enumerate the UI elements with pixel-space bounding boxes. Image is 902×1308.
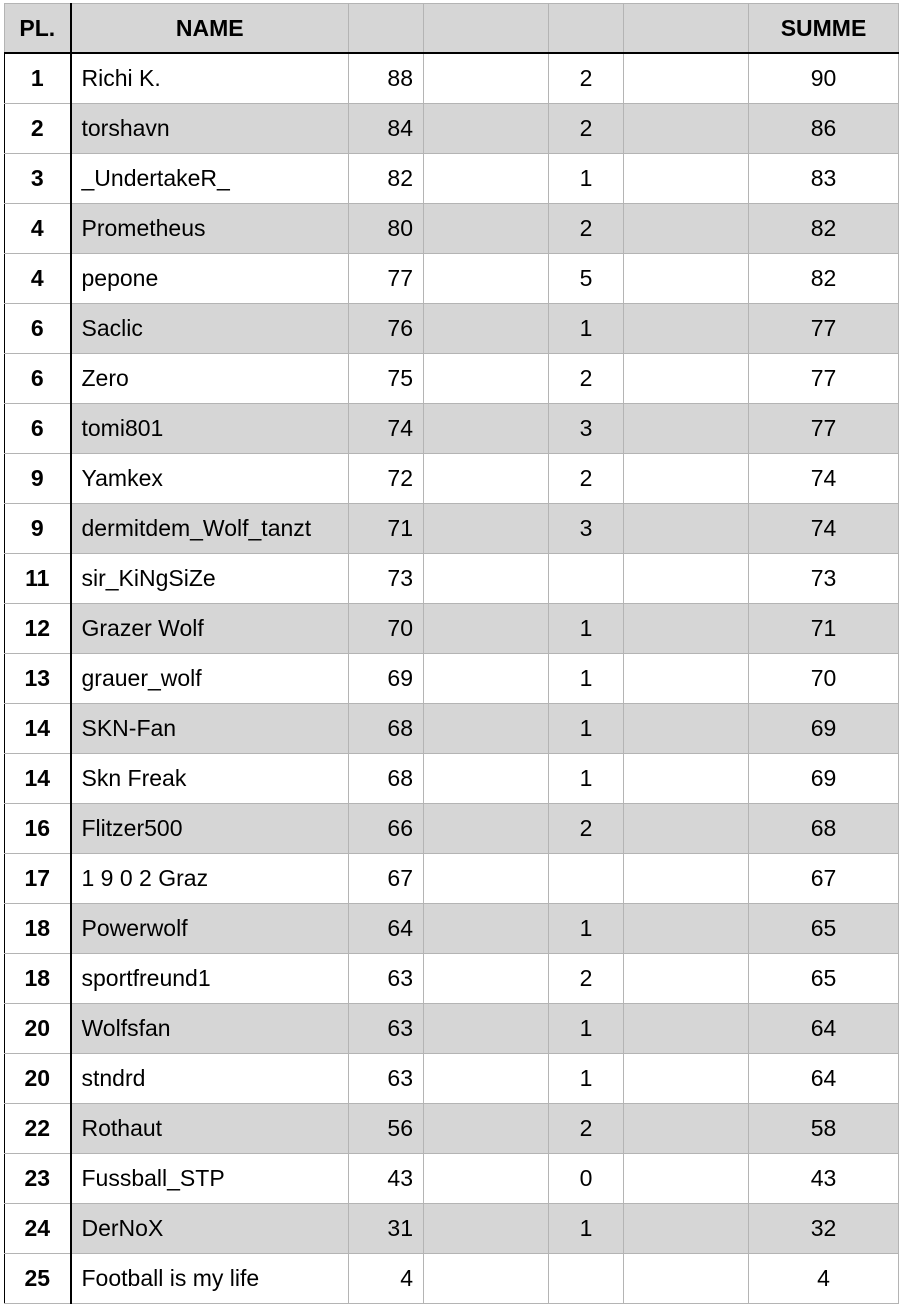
table-row [5, 204, 899, 254]
name-cell: Saclic [71, 304, 349, 354]
bonus-cell: 1 [549, 1054, 624, 1104]
place-cell: 22 [5, 1104, 71, 1154]
table-row [5, 104, 899, 154]
name-cell: Wolfsfan [71, 1004, 349, 1054]
bonus-cell: 1 [549, 754, 624, 804]
place-cell: 6 [5, 304, 71, 354]
bonus-cell: 2 [549, 104, 624, 154]
points-cell: 75 [349, 354, 424, 404]
place-cell: 14 [5, 754, 71, 804]
points-cell: 82 [349, 154, 424, 204]
bonus-cell: 2 [549, 954, 624, 1004]
header-name: NAME [71, 4, 349, 54]
place-cell: 18 [5, 954, 71, 1004]
name-cell: Richi K. [71, 53, 349, 104]
bonus-cell: 2 [549, 454, 624, 504]
table-row [5, 1054, 899, 1104]
empty-cell [624, 1104, 749, 1154]
points-cell: 63 [349, 1054, 424, 1104]
empty-cell [424, 504, 549, 554]
header-place: PL. [5, 4, 71, 54]
table-row [5, 304, 899, 354]
table-row [5, 854, 899, 904]
points-cell: 84 [349, 104, 424, 154]
sum-cell: 77 [749, 404, 899, 454]
name-cell: _UndertakeR_ [71, 154, 349, 204]
bonus-cell [549, 554, 624, 604]
place-cell: 20 [5, 1004, 71, 1054]
bonus-cell: 1 [549, 604, 624, 654]
bonus-cell: 1 [549, 704, 624, 754]
empty-cell [624, 154, 749, 204]
sum-cell: 83 [749, 154, 899, 204]
table-row [5, 754, 899, 804]
empty-cell [424, 254, 549, 304]
place-cell: 17 [5, 854, 71, 904]
sum-cell: 86 [749, 104, 899, 154]
bonus-cell [549, 1254, 624, 1304]
bonus-cell: 2 [549, 804, 624, 854]
empty-cell [424, 204, 549, 254]
table-row [5, 704, 899, 754]
header-sum: SUMME [749, 4, 899, 54]
table-row [5, 254, 899, 304]
bonus-cell: 2 [549, 354, 624, 404]
empty-cell [424, 53, 549, 104]
place-cell: 11 [5, 554, 71, 604]
name-cell: Fussball_STP [71, 1154, 349, 1204]
empty-cell [424, 654, 549, 704]
empty-cell [624, 1054, 749, 1104]
bonus-cell: 1 [549, 904, 624, 954]
points-cell: 31 [349, 1204, 424, 1254]
sum-cell: 82 [749, 254, 899, 304]
place-cell: 14 [5, 704, 71, 754]
name-cell: Football is my life [71, 1254, 349, 1304]
name-cell: sir_KiNgSiZe [71, 554, 349, 604]
empty-cell [624, 704, 749, 754]
place-cell: 13 [5, 654, 71, 704]
sum-cell: 67 [749, 854, 899, 904]
name-cell: Prometheus [71, 204, 349, 254]
empty-cell [424, 904, 549, 954]
standings-table [4, 3, 899, 1304]
points-cell: 88 [349, 53, 424, 104]
table-row [5, 1104, 899, 1154]
bonus-cell: 1 [549, 1004, 624, 1054]
place-cell: 23 [5, 1154, 71, 1204]
empty-cell [624, 554, 749, 604]
header-row [5, 4, 899, 54]
place-cell: 4 [5, 204, 71, 254]
name-cell: grauer_wolf [71, 654, 349, 704]
sum-cell: 82 [749, 204, 899, 254]
table-row [5, 1204, 899, 1254]
empty-cell [624, 1254, 749, 1304]
empty-cell [624, 504, 749, 554]
points-cell: 68 [349, 754, 424, 804]
bonus-cell: 1 [549, 1204, 624, 1254]
empty-cell [424, 604, 549, 654]
name-cell: Zero [71, 354, 349, 404]
header-empty-2 [624, 4, 749, 54]
name-cell: torshavn [71, 104, 349, 154]
sum-cell: 65 [749, 954, 899, 1004]
bonus-cell: 5 [549, 254, 624, 304]
points-cell: 64 [349, 904, 424, 954]
table-row [5, 404, 899, 454]
points-cell: 43 [349, 1154, 424, 1204]
bonus-cell: 2 [549, 204, 624, 254]
empty-cell [624, 954, 749, 1004]
table-row [5, 504, 899, 554]
place-cell: 9 [5, 504, 71, 554]
points-cell: 74 [349, 404, 424, 454]
points-cell: 68 [349, 704, 424, 754]
empty-cell [424, 954, 549, 1004]
table-row [5, 604, 899, 654]
place-cell: 6 [5, 354, 71, 404]
empty-cell [424, 804, 549, 854]
name-cell: SKN-Fan [71, 704, 349, 754]
table-row [5, 1154, 899, 1204]
place-cell: 20 [5, 1054, 71, 1104]
empty-cell [424, 154, 549, 204]
empty-cell [424, 454, 549, 504]
points-cell: 76 [349, 304, 424, 354]
name-cell: tomi801 [71, 404, 349, 454]
points-cell: 67 [349, 854, 424, 904]
empty-cell [624, 804, 749, 854]
place-cell: 9 [5, 454, 71, 504]
points-cell: 69 [349, 654, 424, 704]
empty-cell [424, 1204, 549, 1254]
empty-cell [424, 1054, 549, 1104]
table-row [5, 1004, 899, 1054]
points-cell: 63 [349, 954, 424, 1004]
empty-cell [624, 904, 749, 954]
points-cell: 63 [349, 1004, 424, 1054]
bonus-cell: 3 [549, 404, 624, 454]
empty-cell [424, 854, 549, 904]
place-cell: 1 [5, 53, 71, 104]
empty-cell [624, 1004, 749, 1054]
empty-cell [624, 104, 749, 154]
points-cell: 80 [349, 204, 424, 254]
table-row [5, 654, 899, 704]
points-cell: 70 [349, 604, 424, 654]
name-cell: sportfreund1 [71, 954, 349, 1004]
empty-cell [624, 454, 749, 504]
empty-cell [624, 654, 749, 704]
empty-cell [624, 404, 749, 454]
sum-cell: 69 [749, 704, 899, 754]
sum-cell: 90 [749, 53, 899, 104]
name-cell: Skn Freak [71, 754, 349, 804]
bonus-cell: 0 [549, 1154, 624, 1204]
empty-cell [624, 604, 749, 654]
place-cell: 18 [5, 904, 71, 954]
sum-cell: 64 [749, 1004, 899, 1054]
header-empty-1 [424, 4, 549, 54]
place-cell: 24 [5, 1204, 71, 1254]
empty-cell [424, 1104, 549, 1154]
sum-cell: 77 [749, 354, 899, 404]
points-cell: 71 [349, 504, 424, 554]
empty-cell [424, 354, 549, 404]
place-cell: 3 [5, 154, 71, 204]
empty-cell [424, 704, 549, 754]
empty-cell [424, 1254, 549, 1304]
sum-cell: 70 [749, 654, 899, 704]
table-row [5, 554, 899, 604]
bonus-cell: 1 [549, 154, 624, 204]
table-row [5, 454, 899, 504]
sum-cell: 68 [749, 804, 899, 854]
empty-cell [624, 304, 749, 354]
place-cell: 4 [5, 254, 71, 304]
bonus-cell: 2 [549, 53, 624, 104]
sum-cell: 71 [749, 604, 899, 654]
empty-cell [424, 1154, 549, 1204]
sum-cell: 4 [749, 1254, 899, 1304]
place-cell: 25 [5, 1254, 71, 1304]
table-row [5, 1254, 899, 1304]
empty-cell [624, 1154, 749, 1204]
sum-cell: 77 [749, 304, 899, 354]
table-row [5, 904, 899, 954]
sum-cell: 74 [749, 504, 899, 554]
name-cell: stndrd [71, 1054, 349, 1104]
place-cell: 16 [5, 804, 71, 854]
sum-cell: 74 [749, 454, 899, 504]
sum-cell: 32 [749, 1204, 899, 1254]
points-cell: 56 [349, 1104, 424, 1154]
bonus-cell: 1 [549, 654, 624, 704]
bonus-cell: 3 [549, 504, 624, 554]
header-bonus [549, 4, 624, 54]
place-cell: 12 [5, 604, 71, 654]
empty-cell [424, 404, 549, 454]
sum-cell: 73 [749, 554, 899, 604]
name-cell: Grazer Wolf [71, 604, 349, 654]
empty-cell [424, 1004, 549, 1054]
bonus-cell: 1 [549, 304, 624, 354]
points-cell: 72 [349, 454, 424, 504]
table-body [5, 53, 899, 1304]
points-cell: 4 [349, 1254, 424, 1304]
empty-cell [624, 354, 749, 404]
sum-cell: 69 [749, 754, 899, 804]
table-row [5, 804, 899, 854]
table-row [5, 354, 899, 404]
points-cell: 73 [349, 554, 424, 604]
empty-cell [424, 754, 549, 804]
header-points [349, 4, 424, 54]
bonus-cell [549, 854, 624, 904]
empty-cell [424, 304, 549, 354]
name-cell: 1 9 0 2 Graz [71, 854, 349, 904]
empty-cell [424, 104, 549, 154]
empty-cell [624, 204, 749, 254]
sum-cell: 65 [749, 904, 899, 954]
place-cell: 2 [5, 104, 71, 154]
sum-cell: 58 [749, 1104, 899, 1154]
table-row [5, 53, 899, 104]
place-cell: 6 [5, 404, 71, 454]
name-cell: Yamkex [71, 454, 349, 504]
name-cell: dermitdem_Wolf_tanzt [71, 504, 349, 554]
name-cell: DerNoX [71, 1204, 349, 1254]
empty-cell [624, 254, 749, 304]
name-cell: Powerwolf [71, 904, 349, 954]
points-cell: 66 [349, 804, 424, 854]
bonus-cell: 2 [549, 1104, 624, 1154]
points-cell: 77 [349, 254, 424, 304]
empty-cell [424, 554, 549, 604]
empty-cell [624, 53, 749, 104]
name-cell: Rothaut [71, 1104, 349, 1154]
table-row [5, 154, 899, 204]
empty-cell [624, 754, 749, 804]
table-header [5, 4, 899, 54]
empty-cell [624, 854, 749, 904]
table-row [5, 954, 899, 1004]
sum-cell: 43 [749, 1154, 899, 1204]
name-cell: Flitzer500 [71, 804, 349, 854]
sum-cell: 64 [749, 1054, 899, 1104]
name-cell: pepone [71, 254, 349, 304]
empty-cell [624, 1204, 749, 1254]
